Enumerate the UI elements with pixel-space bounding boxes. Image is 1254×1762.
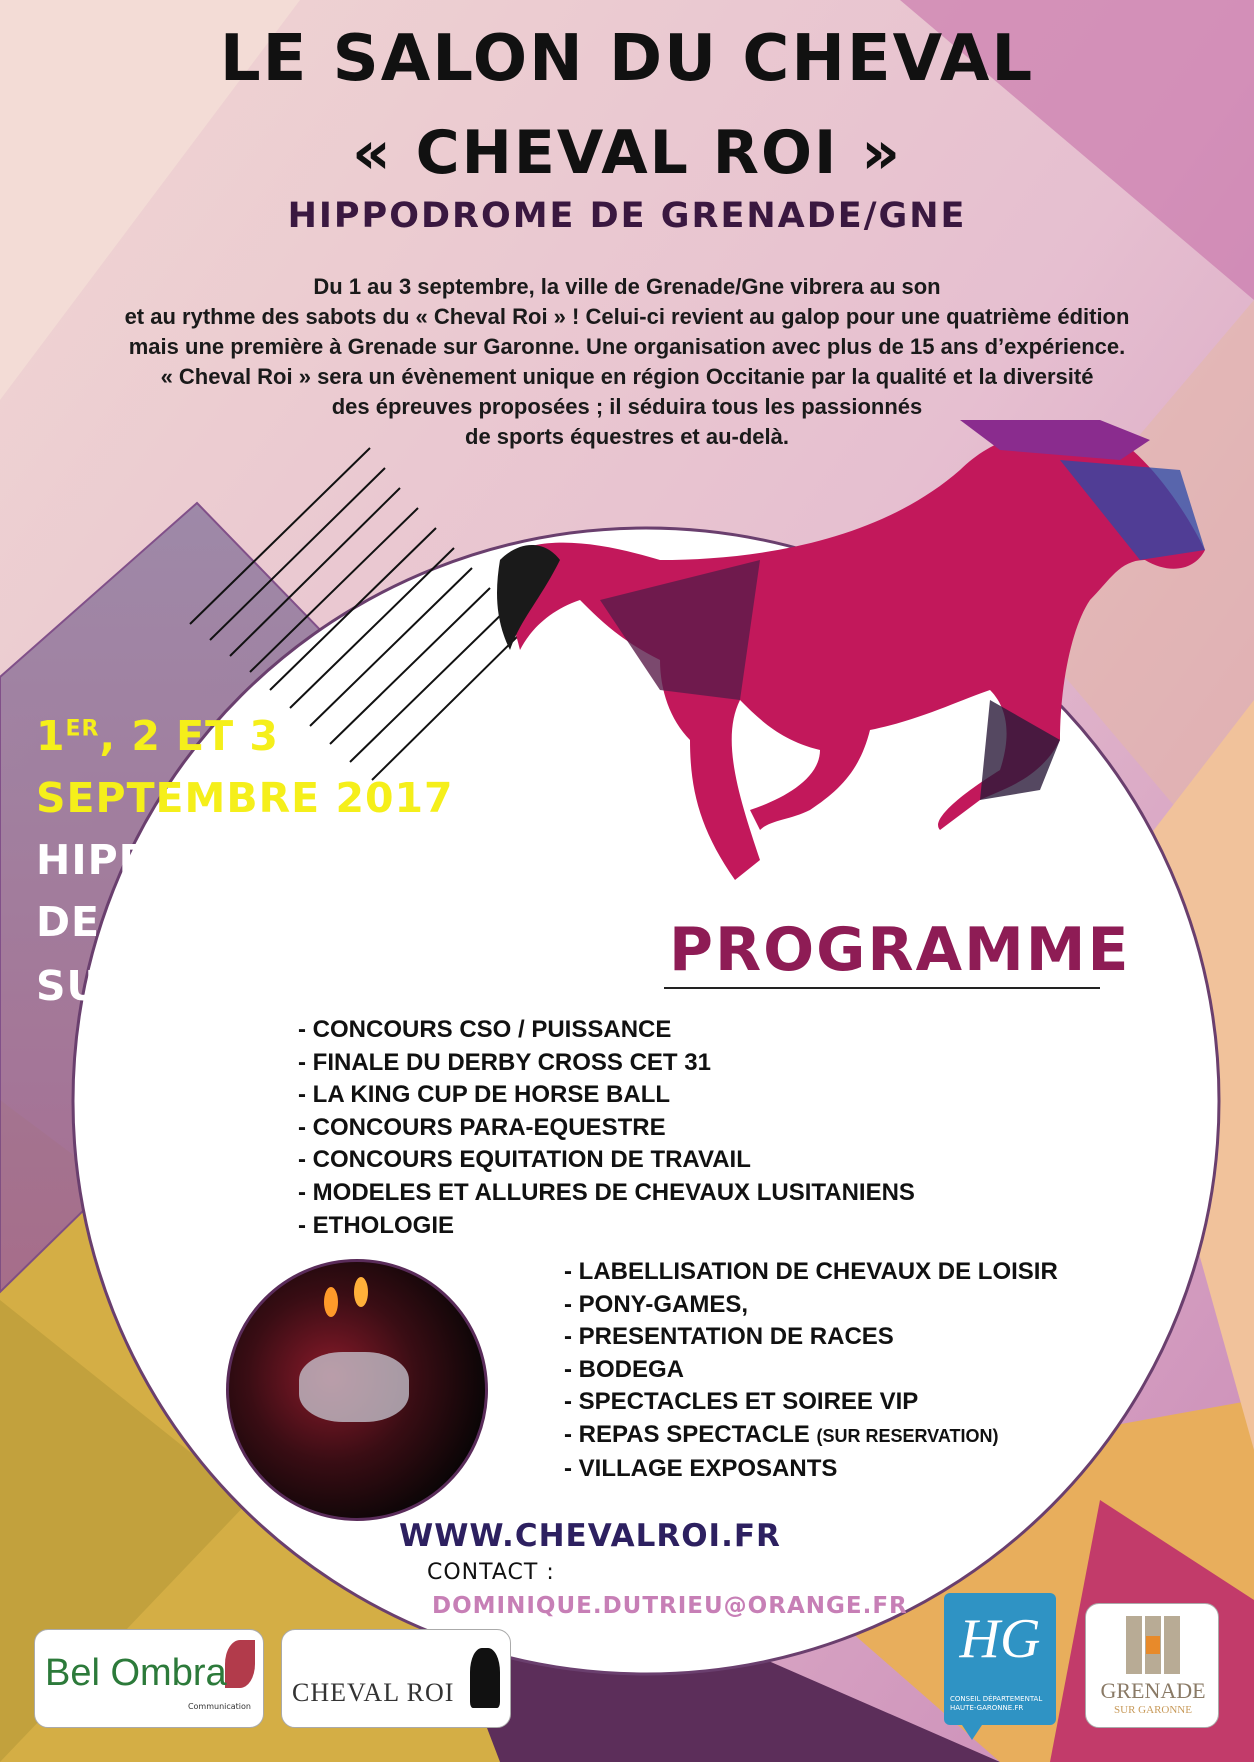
date-day: 1 [36,712,66,760]
date-line-2: SEPTEMBRE 2017 [36,774,454,822]
grenade-logo-text: GRENADE [1100,1678,1206,1703]
date-rest: , 2 ET 3 [99,712,279,760]
venue-line-1: HIPPODROME [36,836,360,884]
list-item-text: - REPAS SPECTACLE [564,1420,810,1448]
list-item: - VILLAGE EXPOSANTS [564,1454,838,1482]
venue-ne: NE [183,973,231,1008]
intro-paragraph [0,272,1254,452]
programme-title: PROGRAMME [669,915,1131,985]
intro-line: de sports équestres et au-delà. [465,424,789,449]
hg-sub-1: CONSEIL DÉPARTEMENTAL [950,1695,1043,1703]
venue-line-3 [36,962,231,1010]
leaf-icon [225,1640,255,1688]
intro-line: Du 1 au 3 septembre, la ville de Grenade/Gne vibrera au son [313,274,941,299]
list-item: - ETHOLOGIE [298,1211,454,1239]
fire-horse-photo [226,1259,488,1521]
programme-list-1 [298,1014,915,1242]
list-item: - PRESENTATION DE RACES [564,1323,894,1351]
belombra-logo [34,1629,264,1728]
hg-speech-tail [960,1722,984,1740]
list-item: - PONY-GAMES, [564,1290,749,1318]
venue-sur: SUR G [36,962,184,1010]
grenade-logo [1085,1603,1219,1728]
list-item: - LABELLISATION DE CHEVAUX DE LOISIR [564,1258,1058,1285]
horse-photo-body [299,1352,409,1422]
chevalroi-logo [281,1629,511,1728]
chevalroi-logo-text: CHEVAL ROI [292,1678,455,1707]
hg-sub-2: HAUTE-GARONNE.FR [950,1704,1024,1712]
list-item: - SPECTACLES ET SOIREE VIP [564,1388,919,1416]
contact-label: CONTACT : [427,1560,555,1585]
list-item: - MODELES ET ALLURES DE CHEVAUX LUSITANIENS [298,1178,915,1206]
belombra-logo-text: Bel Ombra [45,1652,227,1694]
hg-logo-text: HG [959,1608,1041,1670]
list-item [564,1419,1058,1453]
grenade-logo-sub: SUR GARONNE [1114,1704,1192,1716]
programme-list-2 [564,1256,1058,1485]
date-line-1 [36,712,279,760]
list-item: - BODEGA [564,1355,684,1383]
haute-garonne-logo [944,1593,1056,1725]
torch-flame-icon [354,1277,368,1307]
event-title: LE SALON DU CHEVAL [219,22,1035,96]
belombra-logo-sub: Communication [187,1702,251,1711]
intro-line: et au rythme des sabots du « Cheval Roi » ! Celui-ci revient au galop pour une quatrième édition [124,304,1130,329]
event-subtitle: « CHEVAL ROI » [352,118,902,188]
list-item: - CONCOURS EQUITATION DE TRAVAIL [298,1146,751,1174]
torch-flame-icon [324,1287,338,1317]
horse-head-icon [470,1648,500,1708]
intro-line: des épreuves proposées ; il séduira tous les passionnés [331,394,923,419]
event-venue: HIPPODROME DE GRENADE/GNE [287,196,967,236]
intro-line: mais une première à Grenade sur Garonne. Une organisation avec plus de 15 ans d’expérience. [128,334,1126,359]
date-sup: ER [65,716,100,742]
list-item: - LA KING CUP DE HORSE BALL [298,1081,671,1109]
venue-line-2: DE GRENADE [36,898,344,946]
list-item: - CONCOURS CSO / PUISSANCE [298,1016,672,1043]
email-link[interactable]: DOMINIQUE.DUTRIEU@ORANGE.FR [432,1593,908,1619]
hg-logo-sub [950,1695,1042,1713]
intro-line: « Cheval Roi » sera un évènement unique en région Occitanie par la qualité et la diversité [160,364,1094,389]
grenade-orange-square [1146,1636,1160,1654]
list-item: - CONCOURS PARA-EQUESTRE [298,1113,666,1141]
programme-underline [664,987,1100,989]
website-link[interactable]: WWW.CHEVALROI.FR [399,1518,781,1554]
list-item: - FINALE DU DERBY CROSS CET 31 [298,1048,711,1076]
list-item-note: (SUR RESERVATION) [816,1425,999,1446]
